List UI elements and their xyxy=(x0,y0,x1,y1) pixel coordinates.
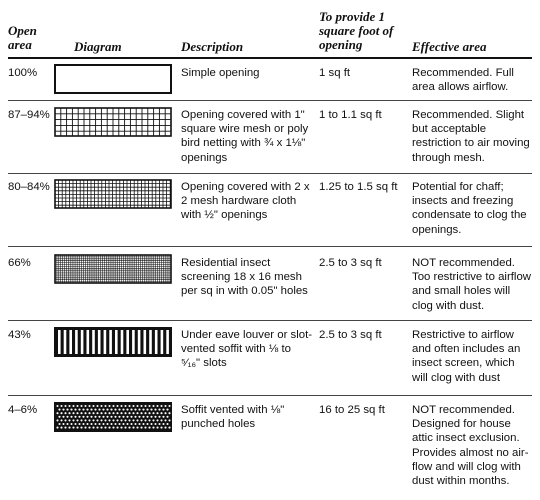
row2-description: Opening covered with 1" square wire mesh or poly bird netting with ¾ x 1⅛" openings xyxy=(181,109,309,164)
header-diagram: Diagram xyxy=(74,39,122,54)
row4-to-provide: 2.5 to 3 sq ft xyxy=(319,257,382,269)
row6-description: Soffit vented with ⅛" punched holes xyxy=(181,404,285,431)
insect-screen-icon xyxy=(54,254,172,284)
simple-opening-icon xyxy=(54,64,172,94)
header-open-area: Open area xyxy=(8,23,37,52)
row-divider xyxy=(8,100,532,101)
row5-description: Under eave louver or slot-vented soffit with ⅛ to ⁵⁄₁₆" slots xyxy=(181,329,313,370)
row1-effective-area: Recommended. Full area allows airflow. xyxy=(412,67,514,94)
row1-description: Simple opening xyxy=(181,67,260,79)
row3-to-provide: 1.25 to 1.5 sq ft xyxy=(319,181,398,193)
row4-description: Residential insect screening 18 x 16 mesh per sq in with 0.05" holes xyxy=(181,257,308,298)
row2-to-provide: 1 to 1.1 sq ft xyxy=(319,109,382,121)
row6-to-provide: 16 to 25 sq ft xyxy=(319,404,385,416)
row-divider xyxy=(8,246,532,247)
row1-to-provide: 1 sq ft xyxy=(319,67,351,79)
row-divider xyxy=(8,395,532,396)
row6-effective-area: NOT recommended. Designed for house attic insect exclusion. Provides almost no air-flow and will clog with dust within months. xyxy=(412,404,529,488)
louver-slot-icon xyxy=(54,327,172,357)
row-divider xyxy=(8,320,532,321)
row6-open-area: 4–6% xyxy=(8,404,38,416)
row3-effective-area: Potential for chaff; insects and freezing condensate to clog the openings. xyxy=(412,181,527,236)
row2-effective-area: Recommended. Slight but acceptable restriction to air moving through mesh. xyxy=(412,109,530,164)
hardware-cloth-icon xyxy=(54,179,172,209)
punched-holes-icon xyxy=(54,402,172,432)
row4-open-area: 66% xyxy=(8,257,31,269)
row4-effective-area: NOT recommended. Too restrictive to airflow and small holes will clog with dust. xyxy=(412,257,532,312)
row2-open-area: 87–94% xyxy=(8,109,50,121)
header-description: Description xyxy=(181,39,244,54)
row5-to-provide: 2.5 to 3 sq ft xyxy=(319,329,382,341)
row5-open-area: 43% xyxy=(8,329,31,341)
header-rule xyxy=(8,57,532,59)
row5-effective-area: Restrictive to airflow and often includes an insect screen, which will clog with dust xyxy=(412,329,521,384)
row3-description: Opening covered with 2 x 2 mesh hardware cloth with ½" openings xyxy=(181,181,310,222)
row1-open-area: 100% xyxy=(8,67,38,79)
header-to-provide: To provide 1 square foot of opening xyxy=(319,9,394,52)
wire-mesh-icon xyxy=(54,107,172,137)
row-divider xyxy=(8,173,532,174)
row3-open-area: 80–84% xyxy=(8,181,50,193)
header-effective-area: Effective area xyxy=(412,39,487,54)
